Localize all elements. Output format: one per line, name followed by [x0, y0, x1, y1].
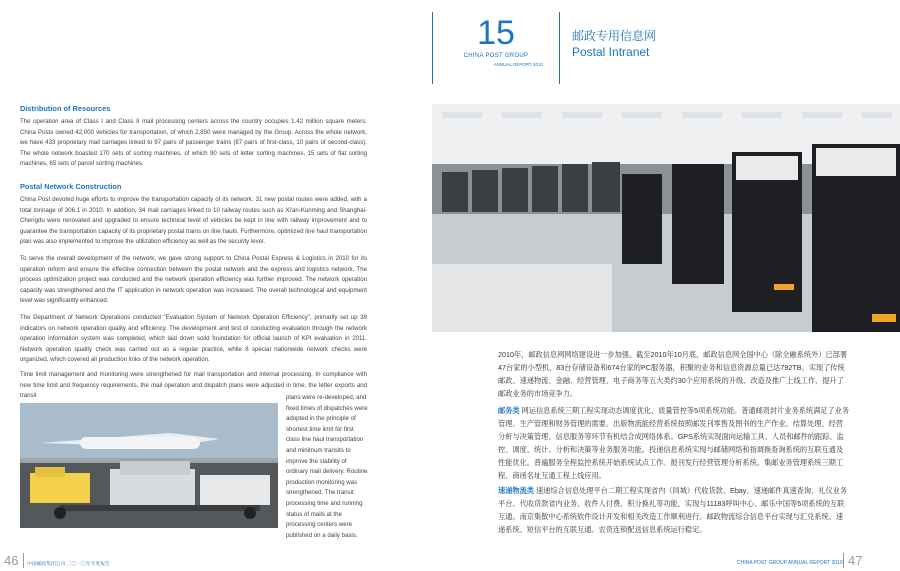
cn-paragraph-1: 2010年，邮政信息网网络建设进一步加强。截至2010年10月底，邮政信息网全国中心（除全融系统外）已部署47台家的小型机、83台存储设备和674台家的PC服务器，积聚的业务和信息资源总量已达792TB。实现了传统邮政、速递物流、金融、经营管理、电子商务等五大类约30个应用系统的升级、改造及推广上线工作，提升了邮政业务的市场竞争力。 [498, 350, 848, 398]
paragraph-network-4: Time limit management and monitoring were strengthened for mail transportation and internal processing. In compliance with new time limit and frequency requirements, the mail operation and dispatch plans were adjusted in time, the letter exports and transit [20, 371, 367, 400]
server-racks-illustration [432, 104, 900, 332]
page-number-right: 47 [848, 553, 863, 568]
page-title-en: Postal Intranet [572, 45, 650, 59]
chapter-number: 15 [477, 14, 515, 52]
cn-paragraph-2 [498, 404, 850, 482]
paragraph-network-1: China Post devoted huge efforts to improve the transportation capacity of its network. 31 new postal routes were added, with a total tonnage of 306.1 in 2010. In addition, 34 mail carriages linked to 10 railway routes such as Xi'an-Kunming and Shanghai-Chengdu were renovated and upgraded to ensure technical level of vehicles be kept in line with railway improvement and to guarantee the transportation capacity of its proprietary postal trains on line hauls. Furthermore, optimized line haul transportation plan was also implemented to improve the utilization efficiency as well as the security level. [20, 196, 367, 246]
cargo-loading-photo [20, 403, 278, 528]
cn-lead-postal: 邮务类 [498, 406, 520, 415]
heading-network-construction: Postal Network Construction [20, 182, 122, 191]
cargo-illustration [20, 403, 278, 528]
footer-left-text: 中国邮政集团公司 二〇一〇年年度报告 [27, 562, 110, 567]
server-room-photo [432, 104, 900, 332]
cn-paragraph-2-text: 网运信息系统三期工程实现动态调度优化、质量管控等5项系统功能。普通邮资封片业务系统满足了业务管理、生产管理和财务管理的需要。出版物流能经营系统按照邮发刊零售及图书的生产作业、结算处理、经营分析与决策管理、信息服务等环节有机结合成网络体系。GPS系统实现面向运输工具、人员和邮件的跟踪、监控、调度、统计、分析和决策等业务服务功能。投递信息系统实现与邮储网络和指调换查询系统的互联互通及性能优化。普遍服务全程监控系统开始系统试点工作。报刊发行经营管理分析系统、集邮业务管理系统三期工程、商函名址互通工程上线应用。 [498, 406, 850, 480]
chapter-block [432, 12, 560, 84]
paragraph-network-wrap: plans were re-developed, and fixed times of dispatches were adopted in the principle of shortest time limit for first class line haul transportation and minimum transits to improve the stability of ordinary mail delivery. Routine production monitoring was strengthened. The transit processing time and running status of mails at the processing centers were published on a daily basis. [286, 394, 368, 539]
footer-right-text: CHINA POST GROUP ANNUAL REPORT 2010 [737, 560, 843, 566]
heading-distribution: Distribution of Resources [20, 104, 111, 113]
page-title-cn: 邮政专用信息网 [572, 29, 657, 43]
chapter-org: CHINA POST GROUP [463, 53, 529, 59]
cn-lead-express: 速递物流类 [498, 486, 534, 495]
paragraph-network-2: To serve the overall development of the network, we gave strong support to China Postal Express & Logistics in 2010 for its operation reform and ensure the effective connection between the postal network and the express and logistics network. The process optimization project was conducted and the network operation efficiency was further improved. The network operation capacity was strengthened and the IT application in network operation was increased. The overall technological and equipment level was significantly enhanced. [20, 255, 367, 305]
cn-paragraph-3-text: 速递综合信息处理平台二期工程实现省内（同城）代收货款、Ebay、速递邮件真速查询、礼仪业务平台、代收货款省内业务、收件人付费、积分换礼等功能，实现与11183呼叫中心、邮乐中国等5项系统的互联互通。南京集散中心系统软件设计开发和相关改造工作顺利进行。邮政物流综合信息平台实现与汇兑系统、速递系统、短信平台的互联互通。农资连锁配送信息系统运行稳定。 [498, 486, 848, 534]
footer-divider-left [23, 553, 24, 568]
page-number-left: 46 [4, 553, 19, 568]
chapter-report: ANNUAL REPORT 2010 [493, 62, 543, 67]
footer-divider-right [843, 553, 844, 568]
cn-paragraph-3 [498, 484, 850, 536]
paragraph-distribution: The operation area of Class I and Class II mail processing centers across the country occupies 1.42 million square meters. China Posts owned 42,000 vehicles for transportation, of which 2,850 were managed by the Group. Across the whole network, we have 433 proprietary mail carriages linked to 97 pairs of passenger trains (87 pairs of first-class, 10 pairs of second-class). The whole network boasted 170 sets of sorting machines, of which 90 sets of letter sorting machines, 15 sets of flat sorting machines, 65 sets of parcel sorting machines. [20, 118, 367, 168]
paragraph-network-3: The Department of Network Operations conducted "Evaluation System of Network Operation Efficiency", primarily set up 39 indicators on network operation quality and efficiency. The development and test of conducting evaluation through the network operation information system was completed, which laid down solid foundation for official launch of KPI evaluation in 2011. Network operation quality check was carried out as a regular practice, while 8 special nationwide network checks were organized, which covered all production links of the network operation. [20, 314, 367, 364]
